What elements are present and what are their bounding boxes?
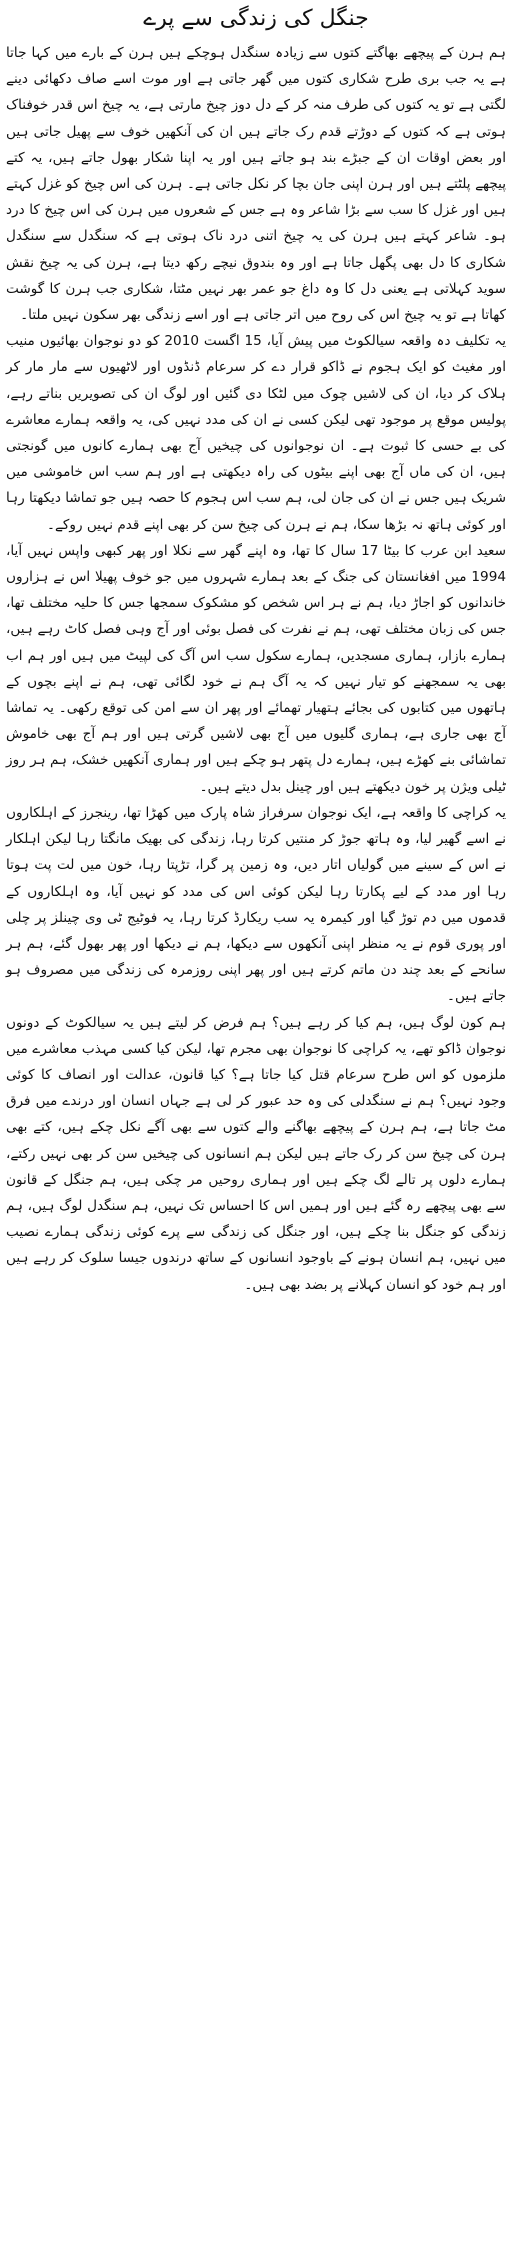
column-body xyxy=(6,40,506,1298)
column-title: جنگل کی زندگی سے پرے xyxy=(143,6,369,31)
body-paragraph: یہ تکلیف دہ واقعہ سیالکوٹ میں پیش آیا، 15 اگست 2010 کو دو نوجوان بھائیوں منیب اور مغیث کو ایک ہجوم نے ڈاکو قرار دے کر سرعام ڈنڈوں اور لاٹھیوں سے مار مار کر ہلاک کر دیا، ان کی لاشیں چوک میں لٹکا دی گئیں اور لوگ ان کی تصویریں بناتے رہے، پولیس موقع پر موجود تھی لیکن کسی نے ان کی مدد نہیں کی، یہ واقعہ ہمارے معاشرے کی بے حسی کا ثبوت ہے۔ ان نوجوانوں کی چیخیں آج بھی ہمارے کانوں میں گونجتی ہیں، ان کی ماں آج بھی اپنے بیٹوں کی راہ دیکھتی ہے اور ہم سب اس خاموشی میں شریک ہیں جس نے ان کی جان لی، ہم سب اس ہجوم کا حصہ ہیں جو تماشا دیکھتا رہا اور کوئی ہاتھ نہ بڑھا سکا، ہم نے ہرن کی چیخ سن کر بھی اپنے قدم نہیں روکے۔ xyxy=(6,333,506,533)
body-paragraph: سعید ابن عرب کا بیٹا 17 سال کا تھا، وہ اپنے گھر سے نکلا اور پھر کبھی واپس نہیں آیا، 1994 میں افغانستان کی جنگ کے بعد ہمارے شہروں میں جو خوف پھیلا اس نے ہزاروں خاندانوں کو اجاڑ دیا، ہم نے ہر اس شخص کو مشکوک سمجھا جس کا حلیہ مختلف تھا، جس کی زبان مختلف تھی، ہم نے نفرت کی فصل بوئی اور آج وہی فصل کاٹ رہے ہیں، ہمارے بازار، ہماری مسجدیں، ہمارے سکول سب اس آگ کی لپیٹ میں ہیں اور ہم اب بھی یہ سمجھنے کو تیار نہیں کہ یہ آگ ہم نے خود لگائی تھی، ہم نے اپنے بچوں کے ہاتھوں میں کتابوں کی بجائے ہتھیار تھمائے اور پھر ان سے امن کی توقع رکھی۔ یہ تماشا آج بھی جاری ہے، ہماری گلیوں میں آج بھی لاشیں گرتی ہیں اور ہم آج بھی خاموش تماشائی بنے کھڑے ہیں، ہمارے دل پتھر ہو چکے ہیں اور ہماری آنکھیں خشک، ہم ہر روز ٹیلی ویژن پر خون دیکھتے ہیں اور چینل بدل دیتے ہیں۔ xyxy=(6,542,506,795)
body-paragraph: ہم ہرن کے پیچھے بھاگتے کتوں سے زیادہ سنگدل ہوچکے ہیں ہرن کے بارے میں کہا جاتا ہے یہ جب بری طرح شکاری کتوں میں گھر جاتی ہے اور موت اسے صاف دکھائی دینے لگتی ہے تو یہ کتوں کی طرف منہ کر کے دل دوز چیخ مارتی ہے، یہ چیخ اس قدر خوفناک ہوتی ہے کہ کتوں کے دوڑتے قدم رک جاتے ہیں ان کی آنکھیں خوف سے پھیل جاتی ہیں اور بعض اوقات ان کے جبڑے بند ہو جاتے ہیں اور یہ اپنا شکار بھول جاتے ہیں، یہ کتے پیچھے پلٹتے ہیں اور ہرن اپنی جان بچا کر نکل جاتی ہے۔ ہرن کی اس چیخ کو غزل کہتے ہیں اور غزل کا سب سے بڑا شاعر وہ ہے جس کے شعروں میں ہرن کی اس چیخ کا درد ہو۔ شاعر کہتے ہیں ہرن کی یہ چیخ اتنی درد ناک ہوتی ہے کہ سنگدل سے سنگدل شکاری کا دل بھی پگھل جاتا ہے اور وہ بندوق نیچے رکھ دیتا ہے، ہرن کی یہ چیخ نقش سوید کہلاتی ہے یعنی دل کا وہ داغ جو عمر بھر نہیں مٹتا، شکاری جب ہرن کا گوشت کھاتا ہے تو یہ چیخ اس کی روح میں اتر جاتی ہے اور اسے زندگی بھر سکون نہیں ملتا۔ xyxy=(6,45,506,324)
body-paragraph: ہم کون لوگ ہیں، ہم کیا کر رہے ہیں؟ ہم فرض کر لیتے ہیں یہ سیالکوٹ کے دونوں نوجوان ڈاکو تھے، یہ کراچی کا نوجوان بھی مجرم تھا، لیکن کیا کسی مہذب معاشرے میں ملزموں کو اس طرح سرعام قتل کیا جاتا ہے؟ کیا قانون، عدالت اور انصاف کا کوئی وجود نہیں؟ ہم نے سنگدلی کی وہ حد عبور کر لی ہے جہاں انسان اور درندے میں فرق مٹ جاتا ہے، ہم ہرن کے پیچھے بھاگنے والے کتوں سے بھی آگے نکل چکے ہیں، کتے بھی ہرن کی چیخ سن کر رک جاتے ہیں لیکن ہم انسانوں کی چیخیں سن کر بھی نہیں رکتے، ہمارے دلوں پر تالے لگ چکے ہیں اور ہماری روحیں مر چکی ہیں، ہم جنگل کے قانون سے بھی پیچھے رہ گئے ہیں اور ہمیں اس کا احساس تک نہیں، ہم سنگدل لوگ ہیں، ہم زندگی کو جنگل بنا چکے ہیں، اور جنگل کی زندگی سے پرے کوئی زندگی ہمارے نصیب میں نہیں، ہم انسان ہونے کے باوجود انسانوں کے ساتھ درندوں جیسا سلوک کر رہے ہیں اور ہم خود کو انسان کہلانے پر بضد بھی ہیں۔ xyxy=(6,1014,506,1293)
body-paragraph: یہ کراچی کا واقعہ ہے، ایک نوجوان سرفراز شاہ پارک میں کھڑا تھا، رینجرز کے اہلکاروں نے اسے گھیر لیا، وہ ہاتھ جوڑ کر منتیں کرتا رہا، زندگی کی بھیک مانگتا رہا لیکن اہلکار نے اس کے سینے میں گولیاں اتار دیں، وہ زمین پر گرا، تڑپتا رہا، خون میں لت پت ہوتا رہا اور مدد کے لیے پکارتا رہا لیکن کوئی اس کی مدد کو نہیں آیا، وہ اہلکاروں کے قدموں میں دم توڑ گیا اور کیمرہ یہ سب ریکارڈ کرتا رہا، یہ فوٹیج ٹی وی چینلز پر چلی اور پوری قوم نے یہ منظر اپنی آنکھوں سے دیکھا، ہم نے دیکھا اور پھر بھول گئے، ہم ہر سانحے کے بعد چند دن ماتم کرتے ہیں اور پھر اپنی روزمرہ کی زندگی میں مصروف ہو جاتے ہیں۔ xyxy=(6,804,506,1005)
